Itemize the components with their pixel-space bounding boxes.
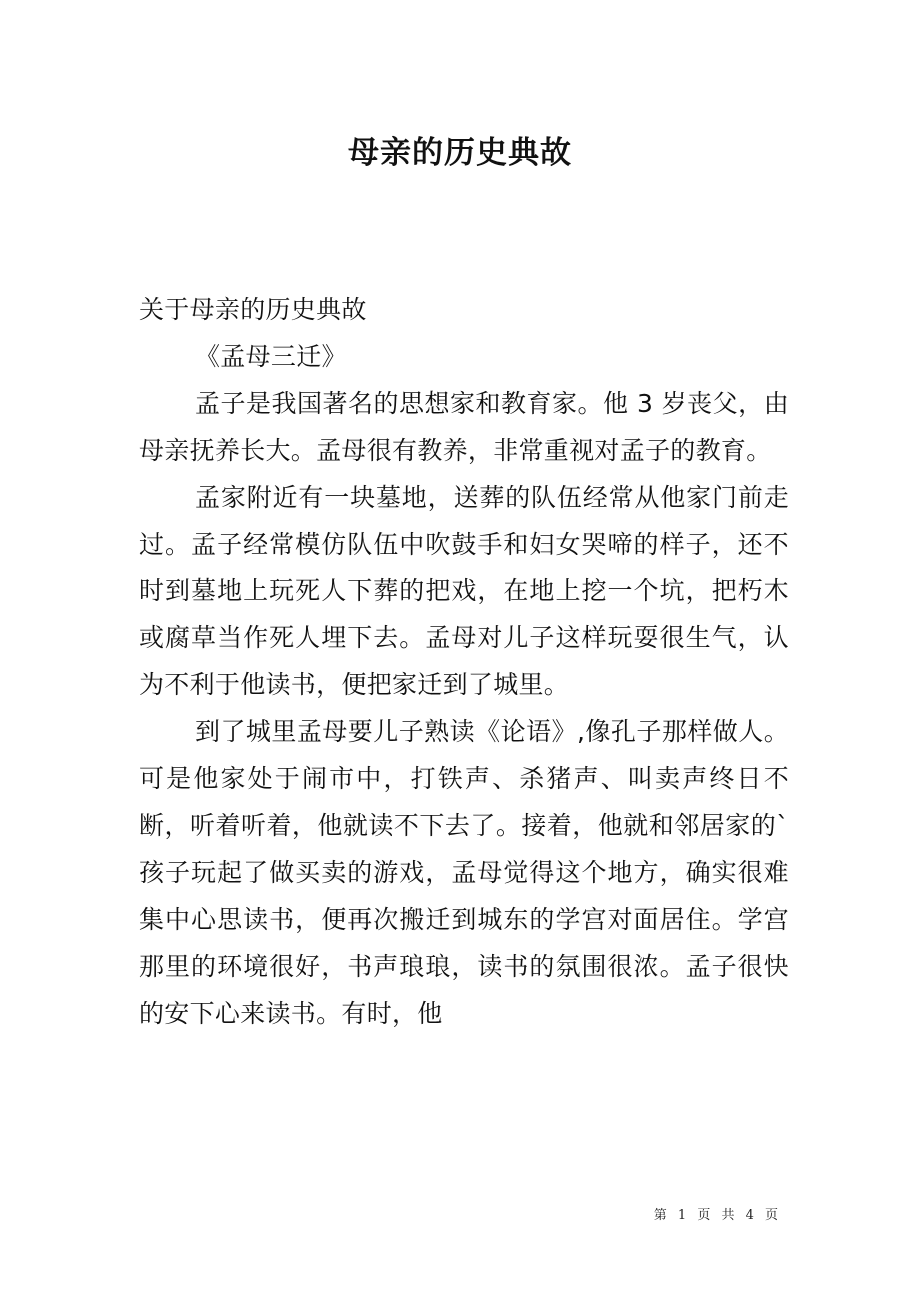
document-body <box>139 287 789 1038</box>
subheading: 关于母亲的历史典故 <box>139 295 367 324</box>
paragraph-2: 孟家附近有一块墓地，送葬的队伍经常从他家门前走过。孟子经常模仿队伍中吹鼓手和妇女哭啼的样子，还不时到墓地上玩死人下葬的把戏，在地上挖一个坑，把朽木或腐草当作死人埋下去。孟母对儿子这样玩耍很生气，认为不利于他读书，便把家迁到了城里。 <box>139 482 789 700</box>
page-number-footer: 第 1 页 共 4 页 <box>653 1208 780 1223</box>
book-title: 《孟母三迁》 <box>195 341 347 371</box>
paragraph-1: 孟子是我国著名的思想家和教育家。他 3 岁丧父，由母亲抚养长大。孟母很有教养，非常重视对孟子的教育。 <box>139 388 789 465</box>
paragraph-3: 到了城里孟母要儿子熟读《论语》,像孔子那样做人。可是他家处于闹市中，打铁声、杀猪声、叫卖声终日不断，听着听着，他就读不下去了。接着，他就和邻居家的`孩子玩起了做买卖的游戏，孟母觉得这个地方，确实很难集中心思读书，便再次搬迁到城东的学宫对面居住。学宫那里的环境很好，书声琅琅，读书的氛围很浓。孟子很快的安下心来读书。有时，他 <box>139 717 789 1028</box>
document-title: 母亲的历史典故 <box>348 135 572 171</box>
